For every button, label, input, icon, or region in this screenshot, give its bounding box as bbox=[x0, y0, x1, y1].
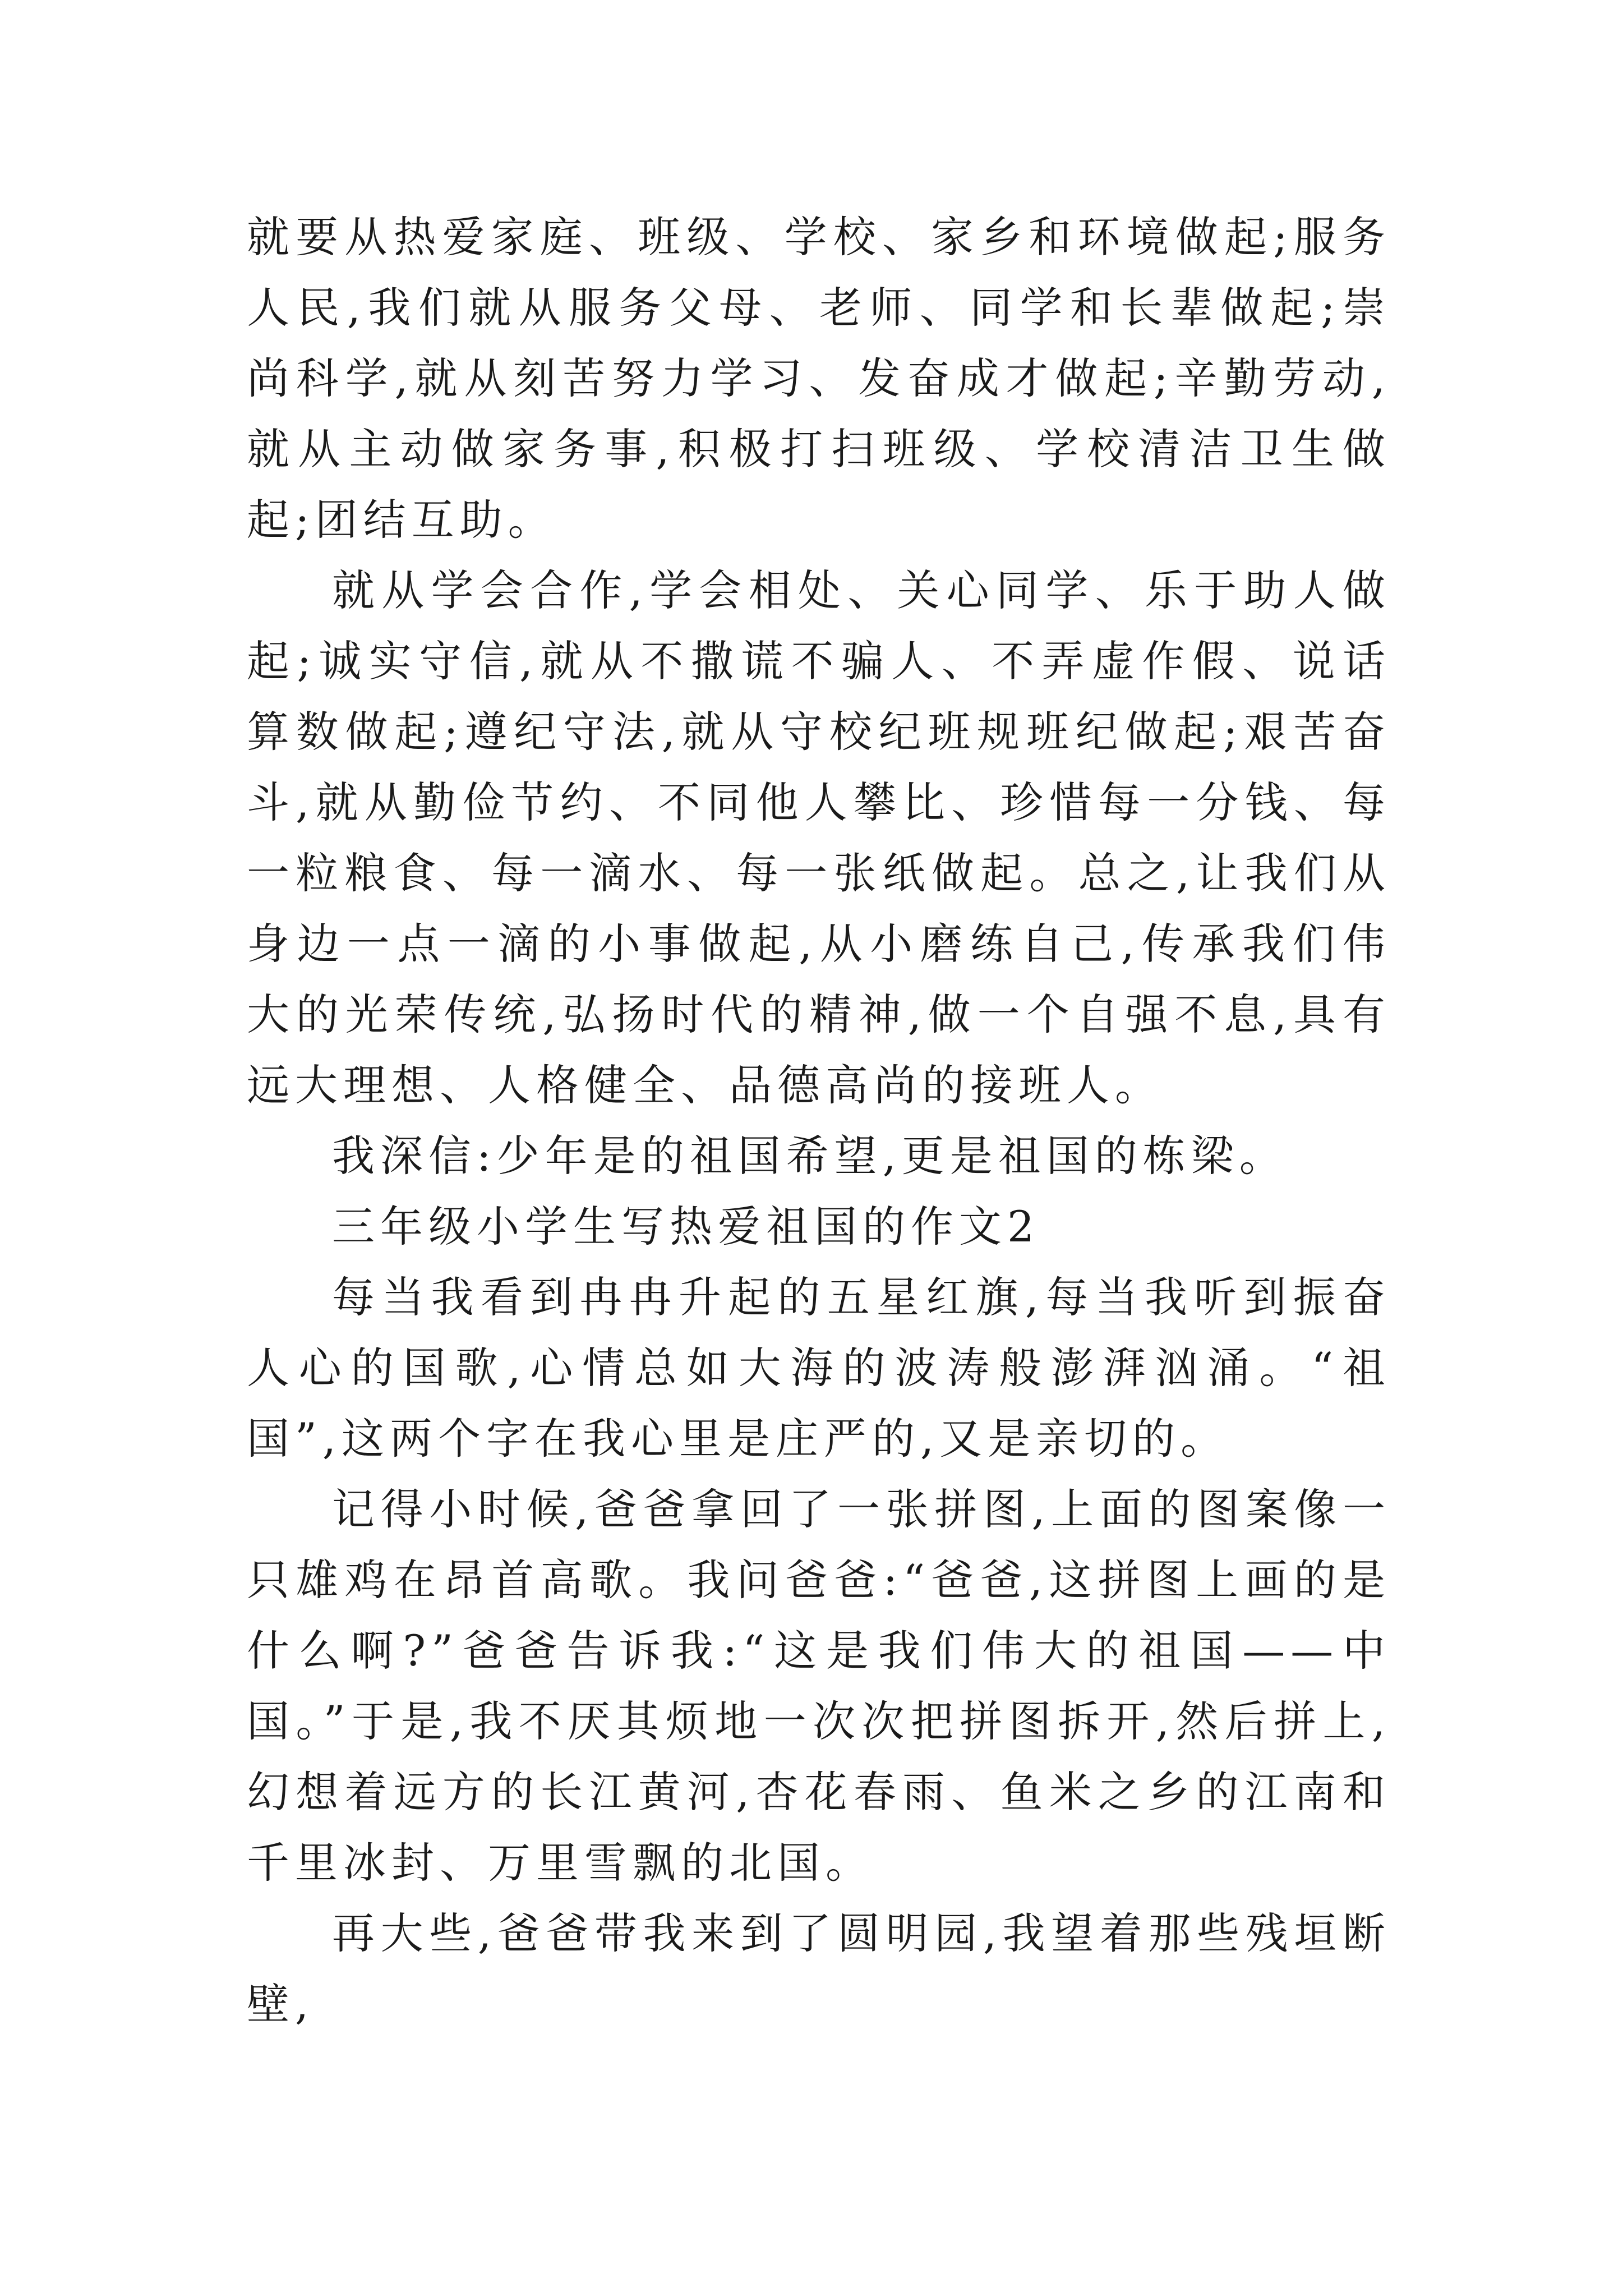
document-body bbox=[247, 202, 1391, 2040]
paragraph-6: 再大些,爸爸带我来到了圆明园,我望着那些残垣断壁, bbox=[247, 1908, 1391, 2029]
paragraph-5: 记得小时候,爸爸拿回了一张拼图,上面的图案像一只雄鸡在昂首高歌。我问爸爸:“爸爸,这拼图上画的是什么啊?”爸爸告诉我:“这是我们伟大的祖国——中国。”于是,我不厌其烦地一次次把拼图拆开,然后拼上,幻想着远方的长江黄河,杏花春雨、鱼米之乡的江南和千里冰封、万里雪飘的北国。 bbox=[247, 1484, 1391, 1888]
paragraph-2: 就从学会合作,学会相处、关心同学、乐于助人做起;诚实守信,就从不撒谎不骗人、不弄虚作假、说话算数做起;遵纪守法,就从守校纪班规班纪做起;艰苦奋斗,就从勤俭节约、不同他人攀比、珍惜每一分钱、每一粒粮食、每一滴水、每一张纸做起。总之,让我们从身边一点一滴的小事做起,从小磨练自己,传承我们伟大的光荣传统,弘扬时代的精神,做一个自强不息,具有远大理想、人格健全、品德高尚的接班人。 bbox=[247, 565, 1391, 1110]
paragraph-1: 就要从热爱家庭、班级、学校、家乡和环境做起;服务人民,我们就从服务父母、老师、同学和长辈做起;崇尚科学,就从刻苦努力学习、发奋成才做起;辛勤劳动,就从主动做家务事,积极打扫班级、学校清洁卫生做起;团结互助。 bbox=[247, 212, 1391, 545]
paragraph-3: 我深信:少年是的祖国希望,更是祖国的栋梁。 bbox=[332, 1131, 1288, 1181]
section-heading: 三年级小学生写热爱祖国的作文2 bbox=[332, 1202, 1040, 1251]
paragraph-4: 每当我看到冉冉升起的五星红旗,每当我听到振奋人心的国歌,心情总如大海的波涛般澎湃汹涌。“祖国”,这两个字在我心里是庄严的,又是亲切的。 bbox=[247, 1272, 1391, 1464]
